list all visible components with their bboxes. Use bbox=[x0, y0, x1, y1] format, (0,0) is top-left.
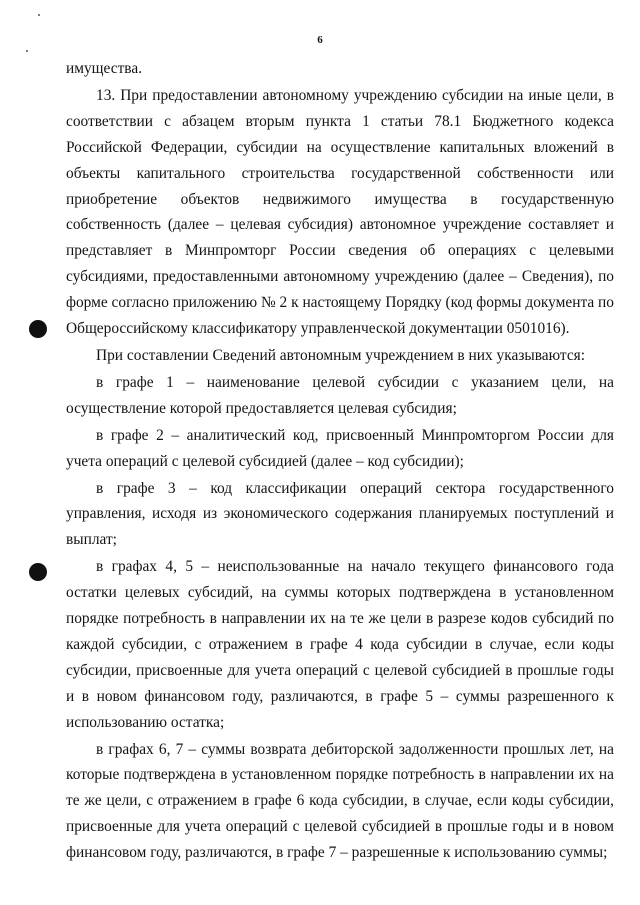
paragraph-continuation: имущества. bbox=[66, 60, 143, 77]
paragraph-column-2: в графе 2 – аналитический код, присвоенный Минпромторгом России для учета операций с целевой субсидией (далее – код субсидии); bbox=[66, 426, 614, 470]
document-body bbox=[66, 56, 614, 867]
paragraph-column-1: в графе 1 – наименование целевой субсидии с указанием цели, на осуществление которой предоставляется целевая субсидия; bbox=[66, 373, 614, 417]
scan-speck bbox=[38, 14, 40, 16]
paragraph-intro: При составлении Сведений автономным учреждением в них указываются: bbox=[96, 346, 586, 364]
paragraph-columns-4-5: в графах 4, 5 – неиспользованные на начало текущего финансового года остатки целевых субсидий, на суммы которых подтверждена в установленном порядке потребность в направлении их на те же цели в разрезе кодов субсидий по каждой субсидии, с отражением в графе 4 кода субсидии в случае, если коды субсидии, присвоенные для учета операций с целевой субсидией в прошлые годы и в новом финансовом году, различаются, в графе 5 – суммы разрешенного к использованию остатка; bbox=[66, 558, 614, 731]
binder-hole-bottom bbox=[29, 563, 47, 581]
paragraph-column-3: в графе 3 – код классификации операций сектора государственного управления, исходя из экономического содержания планируемых поступлений и выплат; bbox=[66, 479, 614, 549]
paragraph-columns-6-7: в графах 6, 7 – суммы возврата дебиторской задолженности прошлых лет, на которые подтверждена в установленном порядке потребность в направлении их на те же цели, с отражением в графе 6 кода субсидии, в случае, если коды субсидии, присвоенные для учета операций с целевой субсидией в прошлые годы и в новом финансовом году, различаются, в графе 7 – разрешенные к использованию суммы; bbox=[66, 740, 614, 862]
binder-hole-top bbox=[29, 320, 47, 338]
scan-speck bbox=[26, 50, 28, 52]
paragraph-item-13: 13. При предоставлении автономному учреждению субсидии на иные цели, в соответствии с абзацем вторым пункта 1 статьи 78.1 Бюджетного кодекса Российской Федерации, субсидии на осуществление капитальных вложений в объекты капитального строительства государственной собственности или приобретение объектов недвижимого имущества в государственную собственность (далее – целевая субсидия) автономное учреждение составляет и представляет в Минпромторг России сведения об операциях с целевыми субсидиями, предоставленными автономному учреждению (далее – Сведения), по форме согласно приложению № 2 к настоящему Порядку (код формы документа по Общероссийскому классификатору управленческой документации 0501016). bbox=[66, 86, 614, 338]
page-number: 6 bbox=[317, 34, 323, 46]
